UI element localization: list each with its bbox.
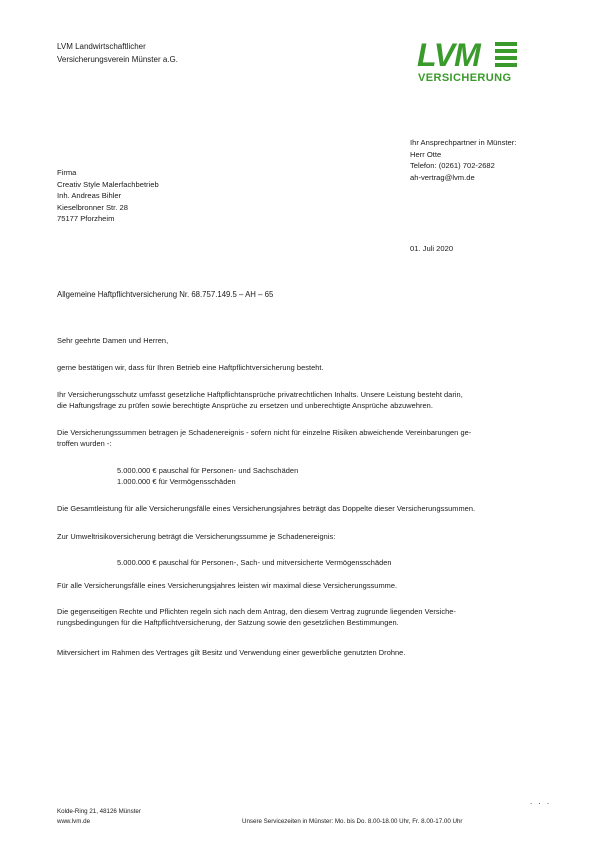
recipient-address (57, 167, 159, 225)
contact-block (410, 137, 516, 183)
footer-web[interactable]: www.lvm.de (57, 817, 91, 825)
sender-line: Versicherungsverein Münster a.G. (57, 54, 178, 64)
paragraph-line: Die Versicherungssummen betragen je Schadenereignis - sofern nicht für einzelne Risiken abweichende Vereinbarungen ge- (57, 428, 472, 437)
contact-heading: Ihr Ansprechpartner in Münster: (410, 138, 517, 147)
paragraph: Für alle Versicherungsfälle eines Versicherungsjahres leisten wir maximal diese Versicherungssumme. (57, 581, 398, 590)
paragraph-line: troffen wurden -: (57, 439, 112, 449)
letter-subject: Allgemeine Haftpflichtversicherung Nr. 68.757.149.5 – AH – 65 (57, 290, 274, 299)
sum-item: 5.000.000 € pauschal für Personen- und Sachschäden (117, 466, 299, 475)
paragraph: Zur Umweltrisikoversicherung beträgt die Versicherungssumme je Schadenereignis: (57, 532, 336, 541)
salutation: Sehr geehrte Damen und Herren, (57, 336, 169, 345)
paragraph-line: die Haftungsfrage zu prüfen sowie berechtigte Ansprüche zu ersetzen und unberechtigte Ansprüche abzuwehren. (57, 401, 433, 411)
contact-phone: Telefon: (0261) 702-2682 (410, 161, 495, 170)
paragraph-line: rungsbedingungen für die Haftpflichtversicherung, der Satzung sowie den gesetzlichen Bestimmungen. (57, 618, 399, 628)
contact-email[interactable]: ah-vertrag@lvm.de (410, 172, 475, 182)
contact-name: Herr Otte (410, 149, 442, 159)
footer-street: Kolde-Ring 21, 48126 Münster (57, 808, 141, 815)
sum-item: 1.000.000 € für Vermögensschäden (117, 477, 236, 487)
paragraph (57, 389, 535, 412)
paragraph: Mitversichert im Rahmen des Vertrages gilt Besitz und Verwendung einer gewerbliche genutzten Drohne. (57, 648, 406, 657)
letter-date: 01. Juli 2020 (410, 244, 454, 253)
footer-service-hours: Unsere Servicezeiten in Münster: Mo. bis Do. 8.00-18.00 Uhr, Fr. 8.00-17.00 Uhr (242, 818, 463, 825)
sum-list (117, 465, 298, 488)
recipient-line: 75177 Pforzheim (57, 214, 115, 223)
lvm-logo (417, 37, 517, 88)
recipient-line: Creativ Style Malerfachbetrieb (57, 179, 159, 189)
paragraph: gerne bestätigen wir, dass für Ihren Betrieb eine Haftpflichtversicherung besteht. (57, 363, 324, 372)
logo-subtitle: VERSICHERUNG (418, 72, 512, 84)
logo-stripes-icon (495, 42, 517, 70)
continuation-marker: . . . (530, 797, 552, 806)
logo-wordmark: LVM (417, 37, 480, 73)
recipient-line: Kieselbronner Str. 28 (57, 202, 128, 212)
paragraph-line: Ihr Versicherungsschutz umfasst gesetzliche Haftpflichtansprüche privatrechtlichen Inhalts. Unsere Leistung besteht darin, (57, 390, 463, 399)
paragraph-line: Die gegenseitigen Rechte und Pflichten regeln sich nach dem Antrag, den diesem Vertrag zugrunde liegenden Versiche- (57, 607, 456, 616)
paragraph (57, 606, 535, 629)
recipient-line: Firma (57, 168, 77, 177)
sender-line: LVM Landwirtschaftlicher (57, 42, 146, 51)
paragraph (57, 427, 535, 450)
footer-address (57, 807, 141, 826)
sum-item: 5.000.000 € pauschal für Personen-, Sach- und mitversicherte Vermögensschäden (117, 558, 392, 567)
sender-block (57, 41, 178, 66)
recipient-line: Inh. Andreas Bihler (57, 191, 122, 200)
paragraph: Die Gesamtleistung für alle Versicherungsfälle eines Versicherungsjahres beträgt das Doppelte dieser Versicherungssummen. (57, 504, 476, 513)
